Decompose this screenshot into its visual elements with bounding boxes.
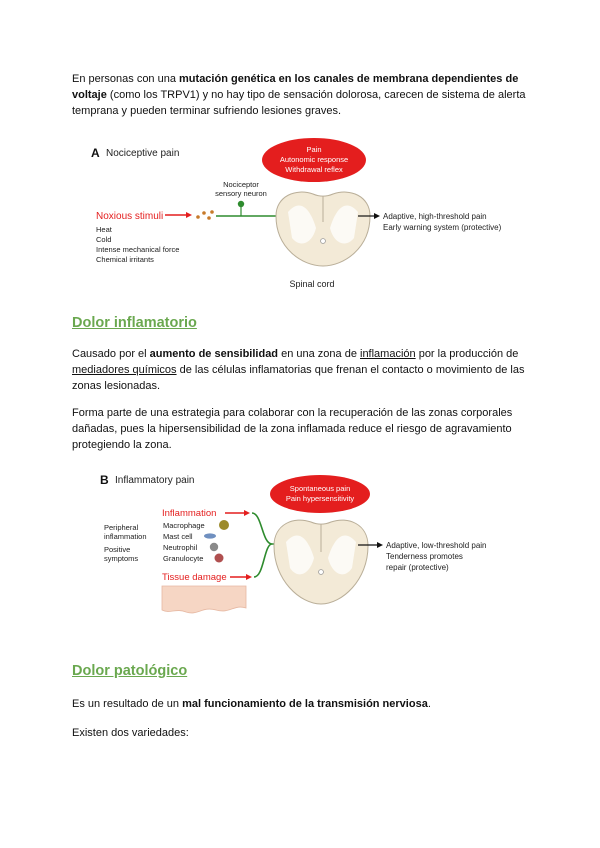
cell-neutrophil: Neutrophil — [163, 543, 198, 552]
output-a-line-1: Adaptive, high-threshold pain — [383, 212, 487, 221]
tissue-damage-label: Tissue damage — [162, 572, 227, 583]
heading-dolor-inflamatorio: Dolor inflamatorio — [72, 315, 197, 331]
cell-mast-cell: Mast cell — [163, 532, 193, 541]
intro-text-1: En personas con una — [72, 73, 180, 85]
intro-bold: mutación genética en los canales de membrana dependientes de voltaje — [72, 73, 519, 101]
side-label-2: inflammation — [104, 532, 147, 541]
granulocyte-icon — [215, 554, 224, 563]
inflammatory-pain-figure — [96, 468, 532, 620]
spinal-cord-label: Spinal cord — [289, 279, 335, 289]
intro-paragraph — [72, 71, 532, 119]
inflammatory-paragraph-1 — [72, 346, 532, 394]
figure-b-title: Inflammatory pain — [115, 475, 195, 486]
stimulus-dot — [210, 210, 214, 214]
p1-text-2: en una zona de — [278, 348, 360, 360]
figure-a-letter: A — [91, 146, 100, 160]
stimulus-heat: Heat — [96, 225, 112, 234]
stimulus-chemical: Chemical irritants — [96, 255, 154, 264]
bubble-a-line-3: Withdrawal reflex — [285, 165, 343, 174]
output-b-line-2: Tenderness promotes — [386, 552, 463, 561]
intro-text-2: (como los TRPV1) y no hay tipo de sensación dolorosa, carecen de sistema de alerta temprana y pueden terminar sufriendo lesiones graves. — [72, 89, 526, 117]
stimulus-dot — [207, 216, 211, 220]
inflammation-arrowhead — [244, 510, 250, 516]
p2-text-1: Es un resultado de un — [72, 698, 183, 710]
damaged-tissue-shape — [162, 586, 246, 613]
cell-granulocyte: Granulocyte — [163, 554, 204, 563]
p1-bold: aumento de sensibilidad — [149, 348, 279, 360]
p1-underline-1: inflamación — [360, 348, 416, 360]
p1-text-4: de las células inflamatorias que frenan el contacto o movimiento de las zonas lesionadas. — [72, 364, 525, 392]
inflammatory-paragraph-2: Forma parte de una estrategia para colaborar con la recuperación de las zonas corporales dañadas, pues la hipersensibilidad de la zona inflamada reduce el riesgo de agravamiento protegiendo la zona. — [72, 407, 513, 451]
output-b-line-1: Adaptive, low-threshold pain — [386, 541, 487, 550]
noxious-stimuli-label: Noxious stimuli — [96, 211, 164, 222]
bubble-a-line-1: Pain — [306, 145, 322, 154]
bubble-b-line-2: Pain hypersensitivity — [285, 494, 355, 503]
figure-a-title: Nociceptive pain — [106, 148, 180, 159]
pathological-paragraph-1 — [72, 696, 532, 712]
pathological-paragraph-2: Existen dos variedades: — [72, 727, 189, 739]
output-arrowhead — [374, 213, 380, 219]
p1-text-3: por la producción de — [415, 348, 519, 360]
p2-text-2: . — [427, 698, 431, 710]
neuron-label-1: Nociceptor — [223, 180, 259, 189]
side-label-3: Positive — [104, 545, 131, 554]
stimulus-dot — [196, 215, 200, 219]
central-canal-b — [319, 570, 324, 575]
bubble-b-line-1: Spontaneous pain — [289, 484, 351, 493]
output-b-line-3: repair (protective) — [386, 563, 449, 572]
heading-dolor-patologico: Dolor patológico — [72, 663, 188, 679]
mast-cell-icon — [204, 533, 216, 538]
nociceptive-pain-figure — [88, 138, 528, 294]
neuron-cell-body — [238, 201, 244, 207]
figure-b-letter: B — [100, 473, 109, 487]
output-a-line-2: Early warning system (protective) — [383, 223, 502, 232]
p1-underline-2: mediadores químicos — [72, 364, 177, 376]
stimulus-mechanical: Intense mechanical force — [96, 245, 180, 254]
inflammation-label: Inflammation — [162, 508, 217, 519]
central-canal — [321, 239, 326, 244]
bubble-a-line-2: Autonomic response — [279, 155, 349, 164]
p2-bold: mal funcionamiento de la transmisión nerviosa — [182, 698, 428, 710]
macrophage-icon — [219, 520, 229, 530]
stimulus-dot — [202, 211, 206, 215]
stimulus-cold: Cold — [96, 235, 112, 244]
damage-arrowhead — [246, 574, 252, 580]
stimuli-arrowhead — [186, 212, 192, 218]
neutrophil-icon — [210, 543, 218, 551]
side-label-4: symptoms — [104, 554, 139, 563]
p1-text-1: Causado por el — [72, 348, 150, 360]
neuron-label-2: sensory neuron — [215, 189, 267, 198]
side-label-1: Peripheral — [104, 523, 139, 532]
output-b-arrowhead — [377, 542, 383, 548]
cell-macrophage: Macrophage — [163, 521, 205, 530]
